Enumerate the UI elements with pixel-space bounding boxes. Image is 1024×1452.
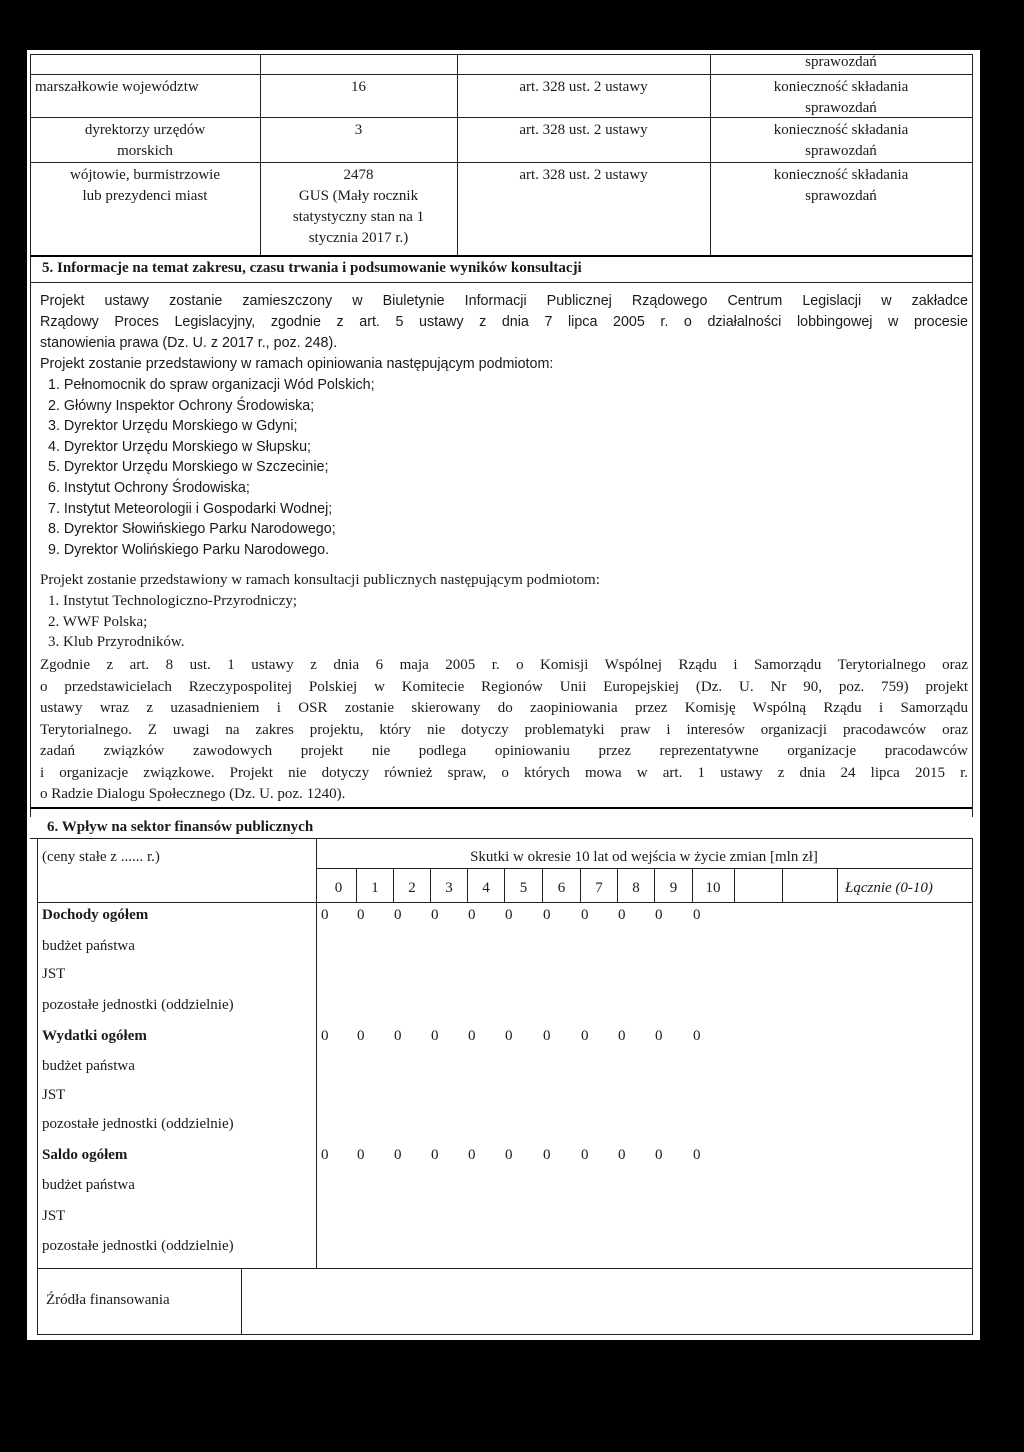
- finance-value: 0: [357, 907, 365, 923]
- subject-count: 2478: [343, 167, 374, 183]
- effect-cell: konieczność składania: [773, 167, 909, 183]
- finance-value: 0: [394, 1147, 402, 1163]
- finance-row-label: pozostałe jednostki (oddzielnie): [42, 997, 234, 1013]
- paragraph-line: Rządowy Proces Legislacyjny, zgodnie z art. 5 ustawy z dnia 7 lipca 2005 r. o działalności lobbingowej w procesie: [40, 314, 968, 330]
- skutki-header: Skutki w okresie 10 lat od wejścia w życie zmian [mln zł]: [470, 849, 818, 865]
- konsultacje-intro: Projekt zostanie przedstawiony w ramach konsultacji publicznych następującym podmiotom:: [40, 572, 600, 588]
- list-item: 7. Instytut Meteorologii i Gospodarki Wodnej;: [48, 500, 333, 517]
- finance-value: 0: [618, 1147, 626, 1163]
- finance-row-label: Saldo ogółem: [42, 1147, 128, 1163]
- subject-count: 16: [351, 79, 366, 95]
- finance-value: 0: [543, 1147, 551, 1163]
- year-header: 3: [445, 880, 453, 896]
- total-header: Łącznie (0-10): [845, 880, 933, 896]
- section-6-heading: 6. Wpływ na sektor finansów publicznych: [47, 819, 314, 835]
- finance-row-label: JST: [42, 1087, 66, 1103]
- section-5-heading: 5. Informacje na temat zakresu, czasu trwania i podsumowanie wyników konsultacji: [42, 260, 582, 276]
- finance-row-label: budżet państwa: [42, 1058, 135, 1074]
- list-item: 3. Klub Przyrodników.: [48, 634, 185, 651]
- list-item: 1. Instytut Technologiczno-Przyrodniczy;: [48, 593, 298, 609]
- list-item: 5. Dyrektor Urzędu Morskiego w Szczecinie;: [48, 459, 329, 476]
- effect-cell: sprawozdań: [805, 143, 877, 159]
- subject-name: lub prezydenci miast: [82, 188, 208, 204]
- finance-value: 0: [357, 1147, 365, 1163]
- list-item: 3. Dyrektor Urzędu Morskiego w Gdyni;: [48, 418, 298, 435]
- finance-value: 0: [581, 907, 589, 923]
- finance-row-label: Wydatki ogółem: [42, 1028, 147, 1044]
- year-header: 6: [557, 880, 566, 896]
- subject-name: dyrektorzy urzędów: [84, 122, 206, 138]
- year-header: 10: [705, 880, 721, 896]
- paragraph-line: Zgodnie z art. 8 ust. 1 ustawy z dnia 6 maja 2005 r. o Komisji Wspólnej Rządu i Samorządu Terytorialnego oraz: [40, 657, 968, 673]
- finance-value: 0: [321, 1147, 329, 1163]
- finance-value: 0: [581, 1028, 589, 1044]
- finance-value: 0: [468, 1147, 476, 1163]
- legal-basis: art. 328 ust. 2 ustawy: [519, 167, 648, 183]
- year-header: 1: [371, 880, 379, 896]
- finance-value: 0: [321, 1028, 329, 1044]
- list-item: 6. Instytut Ochrony Środowiska;: [48, 479, 250, 496]
- finance-value: 0: [693, 1147, 701, 1163]
- finance-value: 0: [321, 907, 329, 923]
- paragraph-line: stanowienia prawa (Dz. U. z 2017 r., poz. 248).: [40, 335, 338, 351]
- effect-cell: sprawozdań: [805, 100, 877, 116]
- finance-row-label: Dochody ogółem: [42, 907, 149, 923]
- subject-name: morskich: [117, 143, 173, 159]
- finance-value: 0: [431, 907, 439, 923]
- finance-value: 0: [618, 1028, 626, 1044]
- finance-value: 0: [394, 907, 402, 923]
- legal-basis: art. 328 ust. 2 ustawy: [519, 122, 648, 138]
- document-page: [27, 50, 980, 1340]
- paragraph-line: i organizacje związkowe. Projekt nie dotyczy również spraw, o których mowa w art. 1 ustawy z dnia 24 lipca 2015 r.: [40, 764, 968, 781]
- year-header: 5: [519, 880, 528, 896]
- subject-count-source: statystyczny stan na 1: [292, 209, 425, 225]
- paragraph-line: o przedstawicielach Rzeczypospolitej Polskiej w Komitecie Regionów Unii Europejskiej (Dz. U. Nr 90, poz. 759) projekt: [40, 678, 968, 695]
- finance-value: 0: [543, 907, 551, 923]
- list-item: 2. Główny Inspektor Ochrony Środowiska;: [48, 397, 315, 414]
- subject-name: wójtowie, burmistrzowie: [70, 167, 220, 183]
- finance-value: 0: [394, 1028, 402, 1044]
- paragraph-line: Terytorialnego. Z uwagi na zakres projektu, który nie dotyczy problematyki praw i interesów organizacji pracodawców oraz: [40, 721, 968, 738]
- year-header: 7: [595, 880, 603, 896]
- finance-value: 0: [505, 907, 513, 923]
- subject-count-source: stycznia 2017 r.): [308, 230, 409, 246]
- subject-count-source: GUS (Mały rocznik: [298, 188, 419, 204]
- paragraph-line: ustawy wraz z uzasadnieniem i OSR zostanie skierowany do zaopiniowania przez Komisję Wspólną Rządu i Samorządu: [40, 700, 968, 716]
- effect-cell: sprawozdań: [805, 54, 877, 70]
- year-header: 8: [632, 880, 640, 896]
- finance-value: 0: [655, 1028, 663, 1044]
- finance-row-label: pozostałe jednostki (oddzielnie): [42, 1238, 234, 1254]
- finance-value: 0: [693, 907, 701, 923]
- finance-table-grid: [27, 50, 980, 1340]
- finance-value: 0: [655, 907, 663, 923]
- finance-row-label: budżet państwa: [42, 1177, 135, 1193]
- year-header: 9: [669, 880, 678, 896]
- finance-row-label: pozostałe jednostki (oddzielnie): [42, 1116, 234, 1132]
- finance-value: 0: [655, 1147, 663, 1163]
- legal-basis: art. 328 ust. 2 ustawy: [519, 79, 648, 95]
- paragraph-line: Projekt ustawy zostanie zamieszczony w Biuletynie Informacji Publicznej Rządowego Centrum Legislacji w zakładce: [40, 293, 968, 309]
- year-header: 0: [334, 880, 343, 896]
- subject-count: 3: [354, 122, 363, 138]
- effect-cell: sprawozdań: [805, 188, 877, 204]
- zrodla-label: Źródła finansowania: [46, 1292, 170, 1308]
- list-item: 2. WWF Polska;: [48, 613, 148, 630]
- year-header: 2: [408, 880, 416, 896]
- finance-value: 0: [543, 1028, 551, 1044]
- finance-row-label: JST: [42, 966, 66, 982]
- finance-value: 0: [431, 1147, 439, 1163]
- paragraph-line: o Radzie Dialogu Społecznego (Dz. U. poz. 1240).: [40, 786, 346, 802]
- finance-value: 0: [468, 907, 476, 923]
- ceny-label: (ceny stałe z ...... r.): [42, 849, 160, 865]
- opiniowanie-intro: Projekt zostanie przedstawiony w ramach opiniowania następującym podmiotom:: [40, 356, 554, 372]
- finance-value: 0: [468, 1028, 476, 1044]
- subject-name: marszałkowie województw: [35, 79, 199, 95]
- finance-row-label: JST: [42, 1208, 66, 1224]
- finance-value: 0: [505, 1147, 513, 1163]
- list-item: 4. Dyrektor Urzędu Morskiego w Słupsku;: [48, 438, 311, 455]
- finance-row-label: budżet państwa: [42, 938, 135, 954]
- paragraph-line: zadań związków zawodowych projekt nie podlega opiniowaniu przez reprezentatywne organizacje pracodawców: [40, 743, 968, 759]
- finance-value: 0: [581, 1147, 589, 1163]
- effect-cell: konieczność składania: [773, 122, 909, 138]
- finance-value: 0: [618, 907, 626, 923]
- finance-value: 0: [357, 1028, 365, 1044]
- list-item: 9. Dyrektor Wolińskiego Parku Narodowego.: [48, 541, 330, 558]
- list-item: 1. Pełnomocnik do spraw organizacji Wód Polskich;: [48, 377, 375, 393]
- finance-value: 0: [431, 1028, 439, 1044]
- year-header: 4: [482, 880, 490, 896]
- finance-value: 0: [693, 1028, 701, 1044]
- list-item: 8. Dyrektor Słowińskiego Parku Narodowego;: [48, 521, 336, 538]
- finance-value: 0: [505, 1028, 513, 1044]
- effect-cell: konieczność składania: [773, 79, 909, 95]
